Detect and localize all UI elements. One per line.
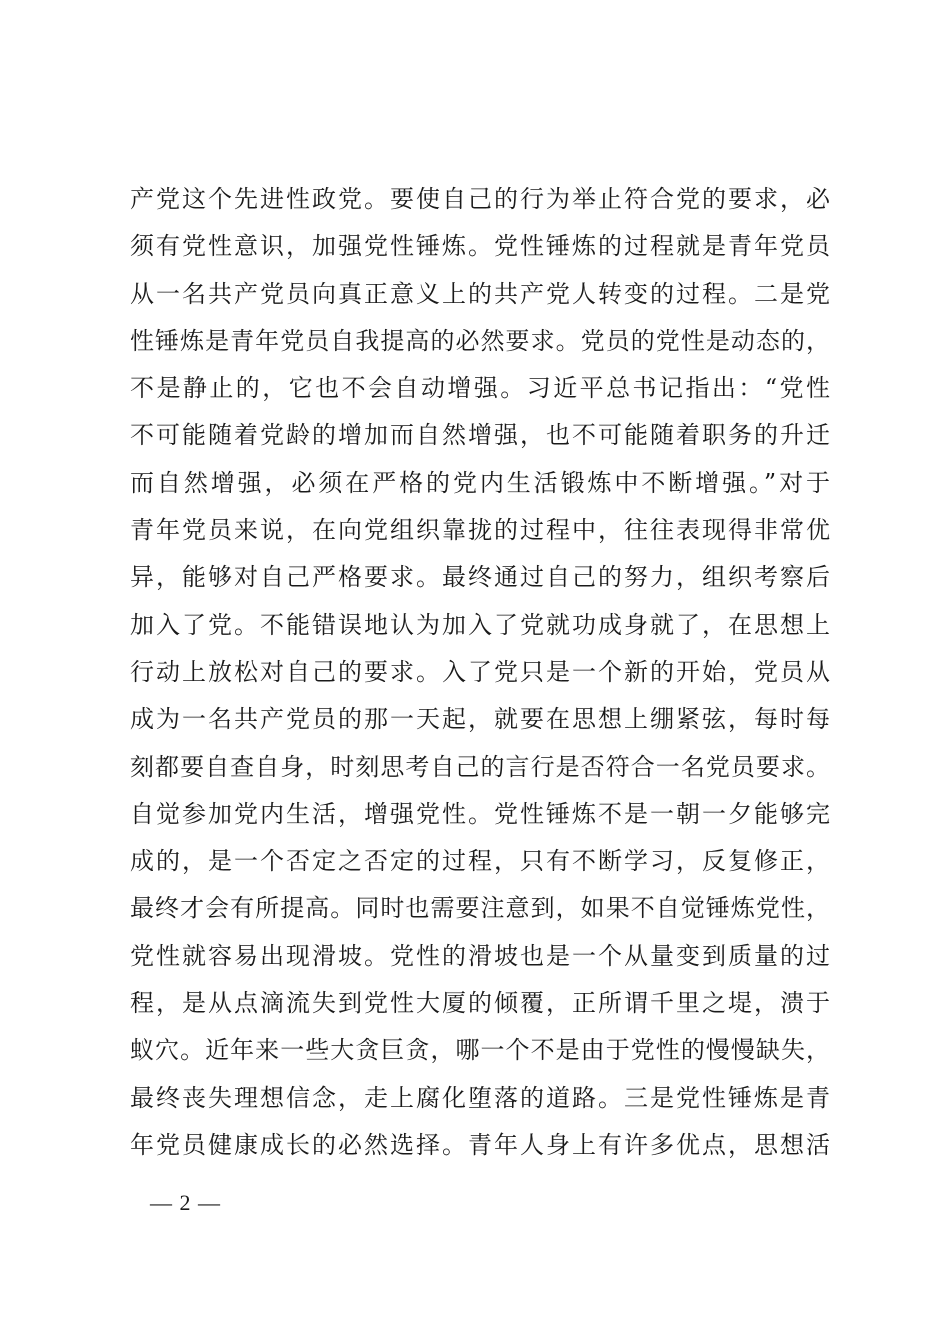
- text-line-15: 成的，是一个否定之否定的过程，只有不断学习，反复修正，: [130, 847, 830, 876]
- text-line-11: 行动上放松对自己的要求。入了党只是一个新的开始，党员从: [130, 657, 830, 686]
- page-number: — 2 —: [150, 1190, 221, 1215]
- text-line-16: 最终才会有所提高。同时也需要注意到，如果不自觉锤炼党性，: [130, 894, 830, 923]
- text-line-1: 产党这个先进性政党。要使自己的行为举止符合党的要求，必: [130, 185, 830, 213]
- text-line-4: 性锤炼是青年党员自我提高的必然要求。党员的党性是动态的，: [130, 326, 830, 355]
- text-line-19: 蚁穴。近年来一些大贪巨贪，哪一个不是由于党性的慢慢缺失，: [130, 1036, 830, 1065]
- text-line-21: 年党员健康成长的必然选择。青年人身上有许多优点，思想活: [130, 1130, 830, 1159]
- text-line-7: 而自然增强，必须在严格的党内生活锻炼中不断增强。”对于: [130, 468, 830, 497]
- text-line-13: 刻都要自查自身，时刻思考自己的言行是否符合一名党员要求。: [130, 752, 830, 781]
- text-line-3: 从一名共产党员向真正意义上的共产党人转变的过程。二是党: [130, 279, 830, 308]
- text-line-9: 异，能够对自己严格要求。最终通过自己的努力，组织考察后: [130, 563, 830, 592]
- text-line-6: 不可能随着党龄的增加而自然增强，也不可能随着职务的升迁: [130, 421, 830, 450]
- text-line-12: 成为一名共产党员的那一天起，就要在思想上绷紧弦，每时每: [130, 705, 830, 734]
- text-line-2: 须有党性意识，加强党性锤炼。党性锤炼的过程就是青年党员: [130, 232, 830, 261]
- text-line-20: 最终丧失理想信念，走上腐化堕落的道路。三是党性锤炼是青: [130, 1083, 830, 1112]
- text-line-18: 程，是从点滴流失到党性大厦的倾覆，正所谓千里之堤，溃于: [130, 989, 830, 1018]
- text-line-14: 自觉参加党内生活，增强党性。党性锤炼不是一朝一夕能够完: [130, 799, 830, 828]
- text-line-17: 党性就容易出现滑坡。党性的滑坡也是一个从量变到质量的过: [130, 941, 830, 970]
- text-line-5: 不是静止的，它也不会自动增强。习近平总书记指出：“党性: [130, 374, 830, 403]
- text-line-10: 加入了党。不能错误地认为加入了党就功成身就了，在思想上: [130, 610, 830, 639]
- body-text: [130, 176, 830, 1169]
- text-line-8: 青年党员来说，在向党组织靠拢的过程中，往往表现得非常优: [130, 516, 830, 545]
